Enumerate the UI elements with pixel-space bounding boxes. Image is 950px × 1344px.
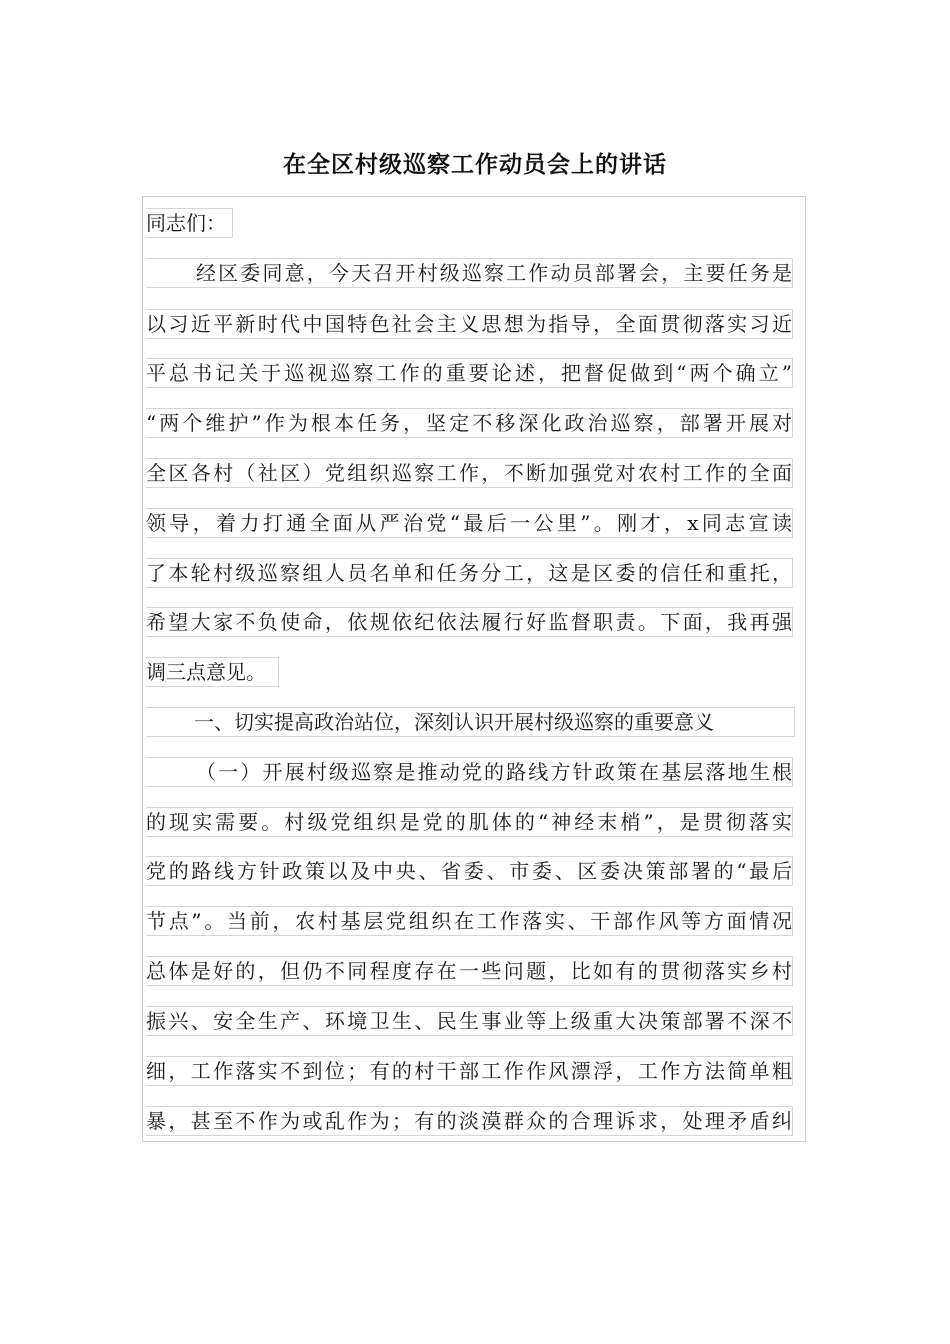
text-line: 以习近平新时代中国特色社会主义思想为指导，全面贯彻落实习近 bbox=[146, 309, 793, 339]
text-line: 平总书记关于巡视巡察工作的重要论述，把督促做到“两个确立” bbox=[146, 358, 793, 388]
text-line: 暴，甚至不作为或乱作为；有的淡漠群众的合理诉求，处理矛盾纠 bbox=[146, 1106, 793, 1136]
text-line: 节点”。当前，农村基层党组织在工作落实、干部作风等方面情况 bbox=[146, 906, 793, 936]
text-line: 振兴、安全生产、环境卫生、民生事业等上级重大决策部署不深不 bbox=[146, 1006, 793, 1036]
section-heading: 一、切实提高政治站位，深刻认识开展村级巡察的重要意义 bbox=[146, 707, 795, 737]
document-title: 在全区村级巡察工作动员会上的讲话 bbox=[283, 151, 667, 178]
text-line: 全区各村（社区）党组织巡察工作，不断加强党对农村工作的全面 bbox=[146, 458, 793, 488]
text-line: 经区委同意，今天召开村级巡察工作动员部署会，主要任务是 bbox=[146, 258, 793, 288]
salutation: 同志们： bbox=[146, 208, 233, 238]
text-line: 调三点意见。 bbox=[146, 657, 279, 687]
text-line: 了本轮村级巡察组人员名单和任务分工，这是区委的信任和重托， bbox=[146, 558, 793, 588]
text-line: 党的路线方针政策以及中央、省委、市委、区委决策部署的“最后 bbox=[146, 856, 793, 886]
text-line: 细，工作落实不到位；有的村干部工作作风漂浮，工作方法简单粗 bbox=[146, 1056, 793, 1086]
subsection-heading: （一）开展村级巡察是推动党的路线方针政策在基层落地生根 bbox=[146, 757, 793, 787]
text-line: 希望大家不负使命，依规依纪依法履行好监督职责。下面，我再强 bbox=[146, 607, 793, 637]
text-line: “两个维护”作为根本任务，坚定不移深化政治巡察，部署开展对 bbox=[146, 408, 793, 438]
text-line: 的现实需要。村级党组织是党的肌体的“神经末梢”，是贯彻落实 bbox=[146, 807, 793, 837]
text-line: 总体是好的，但仍不同程度存在一些问题，比如有的贯彻落实乡村 bbox=[146, 956, 793, 986]
text-line: 领导，着力打通全面从严治党“最后一公里”。刚才，x同志宣读 bbox=[146, 508, 793, 538]
